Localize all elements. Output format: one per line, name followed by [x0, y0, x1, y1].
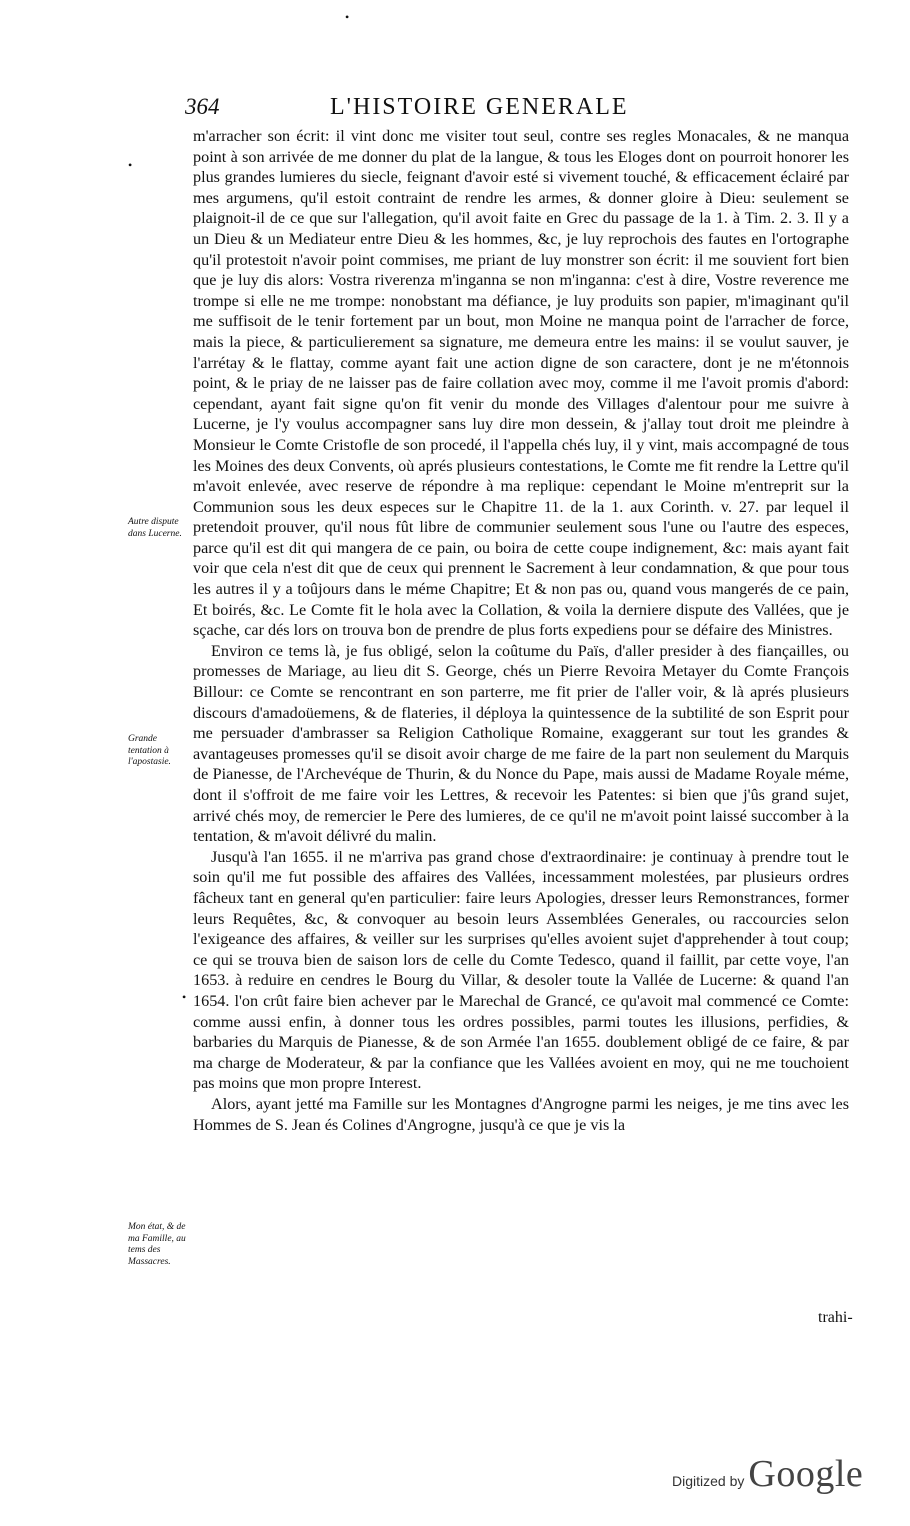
ink-mark: • [182, 990, 187, 1004]
paragraph: m'arracher son écrit: il vint donc me visiter tout seul, contre ses regles Monacales, & ne manqua point à son arrivée de me donner du plat de la langue, & tous les Eloges dont on pourroit honorer les plus grandes lumieres du siecle, feignant d'avoir esté si vivement touché, & efficacement éclairé par mes argumens, qu'il estoit contraint de rendre les armes, & donner gloire à Dieu: seulement se plaignoit-il de ce que sur l'allegation, qu'il avoit faite en Grec du passage de la 1. à Tim. 2. 3. Il y a un Dieu & un Mediateur entre Dieu & les hommes, &c, je luy reprochois des fautes en l'ortographe qu'il protestoit n'avoir point commises, me priant de luy monstrer son écrit: il me souvient fort bien que je luy dis alors: Vostra riverenza m'inganna se non m'inganna: c'est à dire, Vostre reverence me trompe si elle ne me trompe: nonobstant ma défiance, je luy produits son papier, m'imaginant qu'il me suffisoit de le tenir fortement par un bout, mon Moine ne manqua point de l'arracher de force, mais la piece, & particulierement sa signature, me demeura entre les mains: il se voulut sauver, je l'arrétay & le flattay, comme ayant fait une action digne de son caractere, dont je ne m'étonnois point, & le priay de ne laisser pas de faire collation avec moy, comme il me l'avoit promis d'abord: cependant, ayant fait signe qu'on fit venir du monde des Villages d'alentour pour me suivre à Lucerne, je l'y voulus accompagner sans luy dire mon dessein, & j'allay tout droit me pleindre à Monsieur le Comte Cristofle de son procedé, il l'appella chés luy, il y vint, mais accompagné de tous les Moines des deux Convents, où aprés plusieurs contestations, le Comte me fit rendre la Lettre qu'il m'avoit enlevée, avec reserve de répondre à ma replique: cependant le Moine m'entreprit sur la Communion sous les deux especes sur le Chapitre 11. de la 1. aux Corinth. v. 27. par lequel il pretendoit prouver, qu'il nous fût libre de communier seulement sous l'une ou l'autre des especes, parce qu'il est dit qui mangera de ce pain, ou boira de cette coupe indignement, &c: mais ayant fait voir que cela n'est dit que de ceux qui prennent le Sacrement à leur condamnation, & que pour tous les autres il y a toûjours dans le méme Chapitre; Et & non pas ou, quand vous mangerés de ce pain, Et boirés, &c. Le Comte fit le hola avec la Collation, & voila la derniere dispute des Vallées, que je sçache, car dés lors on trouva bon de prendre de plus forts expediens pour se défaire des Ministres. [193, 127, 849, 640]
margin-note: Grande tentation à l'apostasie. [128, 734, 171, 767]
ink-mark: • [345, 10, 350, 24]
paragraph: Jusqu'à l'an 1655. il ne m'arriva pas grand chose d'extraordinaire: je continuay à prendre tout le soin qu'il me fut possible des affaires des Vallées, incessamment molestées, par plusieurs ordres fâcheux tant en general qu'en particulier: faire leurs Apologies, dresser leurs Remonstrances, former leurs Requêtes, &c, & convoquer au besoin leurs Assemblées Generales, ou raccourcies selon l'exigeance des affaires, & veiller sur les surprises qu'elles avoient sujet d'apprehender à tout coup; ce qui se trouva bien de saison lors de celle du Comte Tedesco, quand il faillit, par cette voye, l'an 1653. à reduire en cendres le Bourg du Villar, & desoler toute la Vallée de Lucerne: & quand l'an 1654. l'on crût faire bien achever par le Marechal de Grancé, ce qu'avoit mal commencé ce Comte: comme aussi enfin, à donner tous les ordres possibles, parmi toutes les illusions, perfidies, & barbaries du Marquis de Pianesse, & de son Armée l'an 1655. doublement obligé de ce faire, & par ma charge de Moderateur, & par la confiance que les Vallées avoient en moy, qui ne me touchoient pas moins que mon propre Interest. [193, 847, 849, 1093]
ink-mark: • [128, 158, 133, 172]
main-text [193, 126, 849, 1135]
digitized-by-watermark [672, 1452, 863, 1496]
paragraph: Environ ce tems là, je fus obligé, selon la coûtume du Païs, d'aller presider à des fiançailles, ou promesses de Mariage, au lieu dit S. George, chés un Pierre Revoira Metayer du Comte François Billour: ce Comte se rencontrant en son parterre, me fit prier de l'aller voir, & là aprés plusieurs discours d'amadoüemens, & de flateries, il déploya la quintessence de la subtilité de son Esprit pour me persuader d'ambrasser sa Religion Catholique Romaine, exaggerant sur tout les grandes & avantageuses promesses qu'il se disoit avoir charge de me faire de la part non seulement du Marquis de Pianesse, de l'Archevéque de Thurin, & du Nonce du Pape, mais aussi de Madame Royale méme, dont il s'offroit de me faire voir les Lettres, & recevoir les Patentes: si bien que j'ûs grand sujet, arrivé chés moy, de remercier le Pere des lumieres, de ce qu'il ne m'avoit point laissé succomber à la tentation, & m'avoit délivré du malin. [193, 641, 849, 846]
page-number: 364 [185, 94, 220, 119]
running-head: L'HISTOIRE GENERALE [330, 94, 629, 120]
paragraph: Alors, ayant jetté ma Famille sur les Montagnes d'Angrogne parmi les neiges, je me tins avec les Hommes de S. Jean és Colines d'Angrogne, jusqu'à ce que je vis la [193, 1094, 849, 1134]
margin-note: Autre dispute dans Lucerne. [128, 517, 182, 539]
google-logo: Google [748, 1453, 864, 1495]
margin-note: Mon état, & de ma Famille, au tems des Massacres. [128, 1222, 186, 1267]
watermark-prefix: Digitized by [672, 1473, 745, 1489]
catchword: trahi- [818, 1309, 853, 1326]
page-header [185, 94, 855, 124]
